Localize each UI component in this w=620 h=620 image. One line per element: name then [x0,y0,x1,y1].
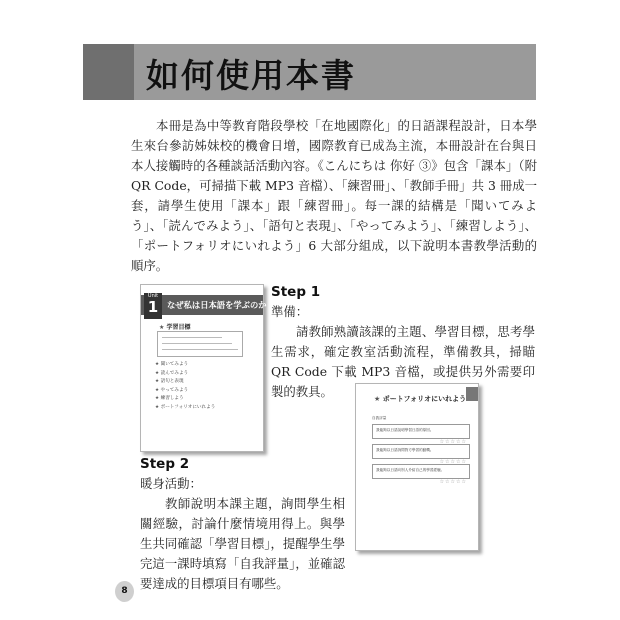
unit-badge [144,293,162,319]
unit-label: Unit [147,293,159,299]
learning-goals-box [157,331,243,357]
list-item: ★ 語句と表現 [155,379,184,385]
learning-goals-label: 学習目標 [166,324,191,331]
goal-line [162,343,232,344]
step2-label: 暖身活動： [140,476,202,491]
list-item: ★ 練習しよう [155,396,184,402]
unit-header-title: なぜ私は日本語を学ぶのか [167,300,267,310]
assessment-item: 我能夠以日語說明學習日語的原因。 ☆☆☆☆☆ [372,424,470,439]
page-number: 8 [115,581,134,602]
learning-goals-title [159,322,191,331]
assessment-item: 我能夠以日語詢問對方學習的動機。 ☆☆☆☆☆ [372,444,470,459]
intro-section [131,116,537,276]
list-item: ★ 聞いてみよう [155,362,189,367]
intro-paragraph: 本冊是為中等教育階段學校「在地國際化」的日語課程設計，日本學生來台參訪姊妹校的機會日增，國際教育已成為主流，本冊設計在台與日本人接觸時的各種談話活動內容。《こんにちは 你好 ③》包含「課本」（附 QR Code，可掃描下載 MP3 音檔）、「練習冊」、「教師手冊」共 3 冊成一套，請學生使用「課本」跟「練習冊」。每一課的結構是「聞いてみよう」、「読んでみよう」、「語句と表現」、「やってみよう」、「練習しよう」、「ポートフォリオにいれよう」6 大部分組成，以下說明本書教學活動的順序。 [131,118,537,273]
portfolio-page-thumbnail [355,383,479,551]
title-accent-block [83,44,134,100]
step1-body: 請教師熟讀該課的主題、學習目標，思考學生需求，確定教室活動流程，準備教具，掃瞄 QR Code 下載 MP3 音檔，或提供另外需要印製的教具。 [271,324,535,399]
step2-body: 教師說明本課主題，詢問學生相關經驗，討論什麼情境用得上。與學生共同確認「學習目標」，提醒學生學完這一課時填寫「自我評量」，並確認要達成的目標項目有哪些。 [140,496,345,591]
goal-line [162,349,238,350]
rating-stars: ☆☆☆☆☆ [439,479,467,485]
rating-stars: ☆☆☆☆☆ [439,459,467,465]
list-item: ★ ポートフォリオにいれよう [155,404,216,410]
portfolio-title-text: ポートフォリオにいれよう [382,395,467,403]
unit-page-thumbnail [140,284,267,452]
step2-heading: Step 2 [140,456,190,472]
star-icon: ★ [159,324,165,331]
rating-stars: ☆☆☆☆☆ [439,439,467,445]
star-icon: ★ [374,395,381,403]
page-tab [466,387,478,401]
step1-label: 準備： [271,304,309,319]
list-item: ★ やってみよう [155,387,189,393]
unit-number: 1 [147,298,159,316]
goal-line [162,337,222,338]
assessment-item: 我能夠以日語向別人介紹自己的學習經驗。 ☆☆☆☆☆ [372,464,470,479]
page-title: 如何使用本書 [146,56,356,95]
self-assessment-label: 自我評量 [372,416,387,420]
portfolio-title [374,394,466,404]
step1-heading: Step 1 [271,284,321,300]
section-list [155,361,215,413]
list-item: ★ 読んでみよう [155,370,189,376]
